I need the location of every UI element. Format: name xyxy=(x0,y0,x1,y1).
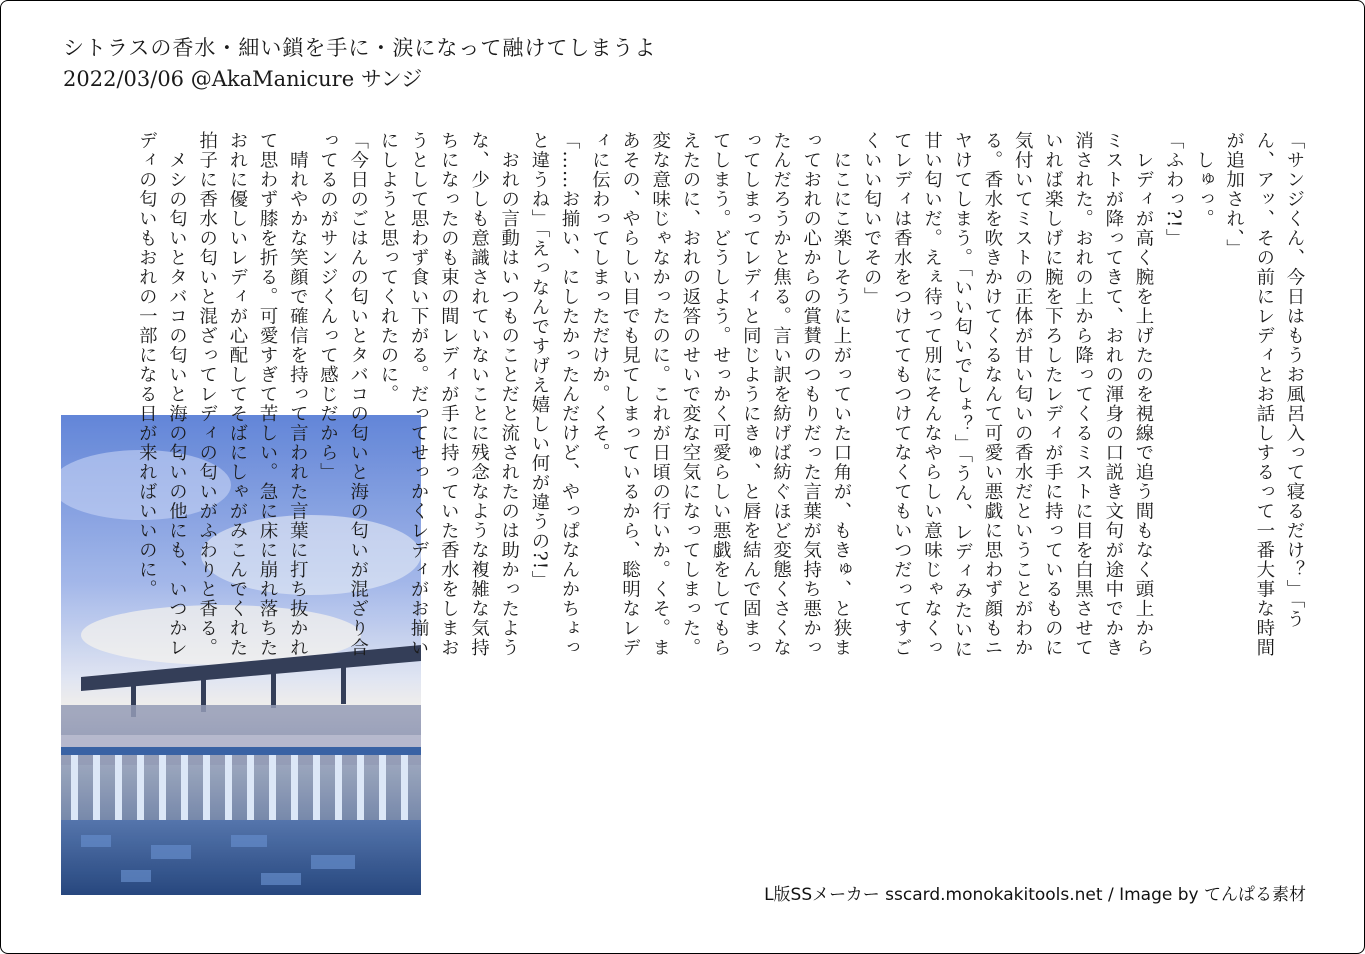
card-subtitle: 2022/03/06 @AkaManicure サンジ xyxy=(63,67,423,91)
card-title: シトラスの香水・細い鎖を手に・涙になって融けてしまうよ xyxy=(63,36,657,60)
credit-footer: L版SSメーカー sscard.monokakitools.net / Image by てんぱる素材 xyxy=(764,885,1306,905)
story-text: 「サンジくん、今日はもうお風呂入って寝るだけ？」「うん、アッ、その前にレディとお話しするって一番大事な時間が追加され、」 しゅっ。 「ふわっ?!」 レディが高く腕を上げたのを視線で追う間もなく頭上からミストが降ってきて、おれの渾身の口説き文句が途中でかき消された。おれの上から降ってくるミストに目を白黒させていれば楽しげに腕を下ろしたレディが手に持っているものに気付いてミストの正体が甘い匂いの香水だということがわかる。香水を吹きかけてくるなんて可愛い悪戯に思わず顔もニヤけてしまう。「いい匂いでしょ？」「うん、レディみたいに甘い匂いだ。えぇ待って別にそんなやらしい意味じゃなくってレディは香水をつけててもつけてなくてもいつだってすごくいい匂いでその」 にこにこ楽しそうに上がっていた口角が、もきゅ、と狭まっておれの心からの賞賛のつもりだった言葉が気持ち悪かったんだろうかと焦る。言い訳を紡げば紡ぐほど変態くさくなってしまってレディと同じようにきゅ、と唇を結んで固まってしまう。どうしよう。せっかく可愛らしい悪戯をしてもらえたのに、おれの返答のせいで変な空気になってしまった。変な意味じゃなかったのに。これが日頃の行いか。くそ。まあその、やらしい目でも見てしまっているから、聡明なレディに伝わってしまっただけか。くそ。 「……お揃い、にしたかったんだけど、やっぱなんかちょっと違うね」「えっなんですげえ嬉しい何が違うの?!」 おれの言動はいつものことだと流されたのは助かったような、少しも意識されていないことに残念なような複雑な気持ちになったのも束の間レディが手に持っていた香水をしまおうとして思わず食い下がる。だってせっかくレディがお揃いにしようと思ってくれたのに。 「今日のごはんの匂いとタバコの匂いと海の匂いが混ざり合ってるのがサンジくんって感じだから」 晴れやかな笑顔で確信を持って言われた言葉に打ち抜かれて思わず膝を折る。可愛すぎて苦しい。急に床に崩れ落ちたおれに優しいレディが心配してそばにしゃがみこんでくれた拍子に香水の匂いと混ざってレディの匂いがふわりと香る。 メシの匂いとタバコの匂いと海の匂いの他にも、いつかレディの匂いもおれの一部になる日が来ればいいのに。 xyxy=(136,131,1305,659)
